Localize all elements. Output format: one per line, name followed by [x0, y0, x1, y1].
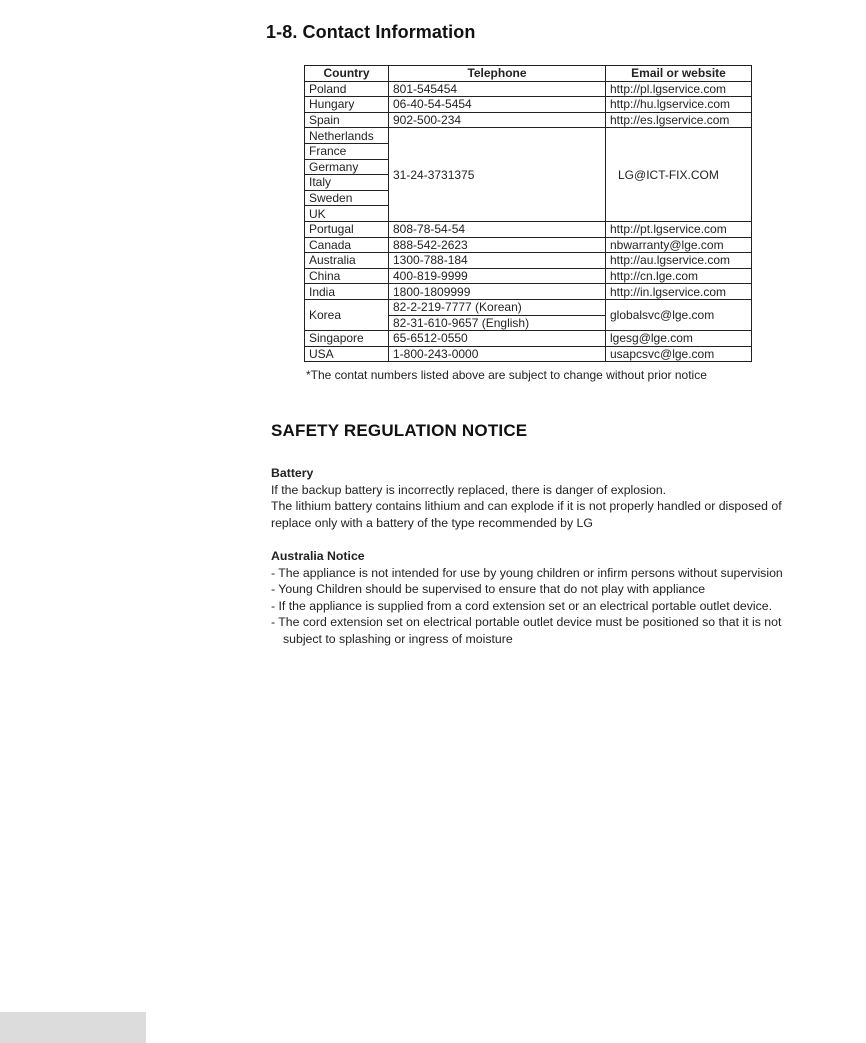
telephone-cell: 82-2-219-7777 (Korean) [389, 299, 606, 315]
contact-cell: LG@ICT-FIX.COM [606, 128, 752, 222]
telephone-cell: 31-24-3731375 [389, 128, 606, 222]
battery-heading: Battery [271, 466, 314, 480]
battery-line: If the backup battery is incorrectly replaced, there is danger of explosion. [271, 482, 667, 497]
contact-cell: http://pl.lgservice.com [606, 81, 752, 97]
telephone-cell: 1300-788-184 [389, 253, 606, 269]
country-cell: USA [305, 346, 389, 362]
country-cell: France [305, 143, 389, 159]
country-cell: UK [305, 206, 389, 222]
contact-cell: lgesg@lge.com [606, 331, 752, 347]
header-email: Email or website [606, 66, 752, 82]
safety-title: SAFETY REGULATION NOTICE [271, 421, 528, 440]
header-telephone: Telephone [389, 66, 606, 82]
australia-section [271, 548, 816, 647]
table-row [305, 112, 752, 128]
contact-cell: globalsvc@lge.com [606, 299, 752, 330]
country-cell: Sweden [305, 190, 389, 206]
country-cell: Canada [305, 237, 389, 253]
country-cell: Portugal [305, 221, 389, 237]
country-cell: China [305, 268, 389, 284]
australia-item: - Young Children should be supervised to ensure that do not play with appliance [271, 582, 706, 596]
table-row [305, 331, 752, 347]
contact-cell: http://hu.lgservice.com [606, 97, 752, 113]
country-cell: Hungary [305, 97, 389, 113]
contact-cell: http://au.lgservice.com [606, 253, 752, 269]
footer-bar [0, 1012, 146, 1043]
table-row [305, 284, 752, 300]
table-row [305, 346, 752, 362]
telephone-cell: 808-78-54-54 [389, 221, 606, 237]
telephone-cell: 65-6512-0550 [389, 331, 606, 347]
country-cell: Poland [305, 81, 389, 97]
table-row [305, 299, 752, 315]
contact-table [304, 65, 752, 362]
australia-item: - The appliance is not intended for use by young children or infirm persons without supervision [271, 565, 783, 580]
country-cell: Singapore [305, 331, 389, 347]
contact-cell: nbwarranty@lge.com [606, 237, 752, 253]
telephone-cell: 801-545454 [389, 81, 606, 97]
country-cell: Germany [305, 159, 389, 175]
country-cell: Spain [305, 112, 389, 128]
battery-line: The lithium battery contains lithium and can explode if it is not properly handled or disposed of replace only with a battery of the type recommended by LG [271, 499, 782, 530]
table-row [305, 97, 752, 113]
contact-cell: http://pt.lgservice.com [606, 221, 752, 237]
table-row [305, 81, 752, 97]
telephone-cell: 888-542-2623 [389, 237, 606, 253]
section-heading: 1-8. Contact Information [266, 22, 476, 42]
telephone-cell: 1-800-243-0000 [389, 346, 606, 362]
battery-section [271, 465, 816, 531]
australia-heading: Australia Notice [271, 549, 365, 563]
telephone-cell: 1800-1809999 [389, 284, 606, 300]
country-cell: Netherlands [305, 128, 389, 144]
country-cell: Australia [305, 253, 389, 269]
telephone-cell: 400-819-9999 [389, 268, 606, 284]
table-header-row [305, 66, 752, 82]
table-row [305, 221, 752, 237]
australia-item: subject to splashing or ingress of moisture [283, 631, 513, 646]
table-row [305, 268, 752, 284]
telephone-cell: 06-40-54-5454 [389, 97, 606, 113]
contact-table-wrapper [304, 65, 752, 362]
header-country: Country [305, 66, 389, 82]
table-row [305, 253, 752, 269]
contact-cell: http://cn.lge.com [606, 268, 752, 284]
table-row [305, 237, 752, 253]
country-cell: Italy [305, 175, 389, 191]
contact-cell: http://es.lgservice.com [606, 112, 752, 128]
australia-item: - If the appliance is supplied from a cord extension set or an electrical portable outlet device. [271, 598, 773, 613]
country-cell: India [305, 284, 389, 300]
contact-cell: http://in.lgservice.com [606, 284, 752, 300]
contact-cell: usapcsvc@lge.com [606, 346, 752, 362]
telephone-cell: 902-500-234 [389, 112, 606, 128]
australia-item: - The cord extension set on electrical portable outlet device must be positioned so that it is not [271, 615, 782, 629]
country-cell: Korea [305, 299, 389, 330]
telephone-cell: 82-31-610-9657 (English) [389, 315, 606, 331]
table-footnote: *The contat numbers listed above are subject to change without prior notice [306, 368, 707, 382]
table-row [305, 128, 752, 144]
